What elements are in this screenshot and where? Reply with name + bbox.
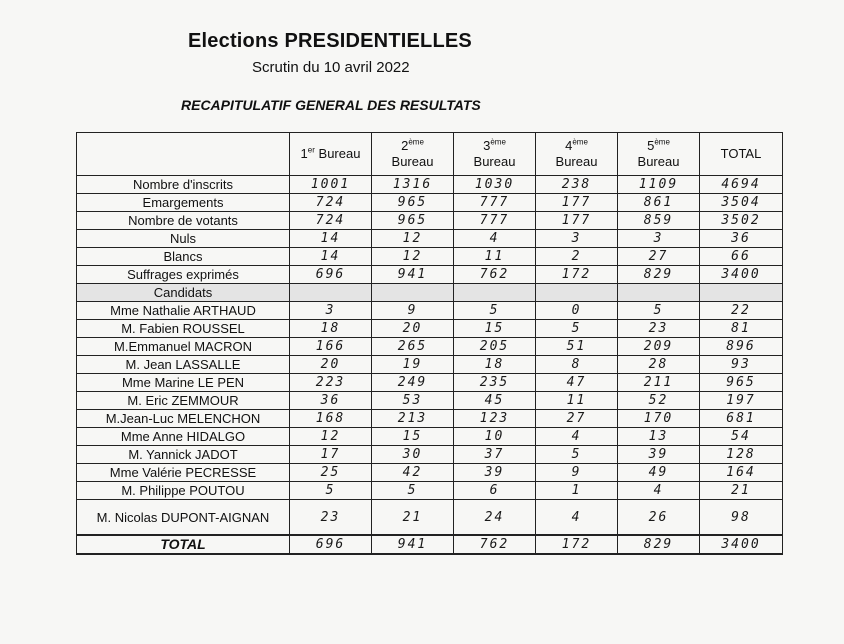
row-label: M. Jean LASSALLE — [77, 356, 290, 374]
candidate-row — [77, 302, 783, 320]
bureau-3-value: 762 — [454, 266, 536, 284]
total-value: 3400 — [700, 266, 783, 284]
bureau-5-value: 4 — [618, 482, 700, 500]
bureau-3-value: 1030 — [454, 176, 536, 194]
bureau-5-value: 829 — [618, 535, 700, 554]
bureau-2-value: 12 — [372, 230, 454, 248]
bureau-2-value: 30 — [372, 446, 454, 464]
bureau-5-value: 52 — [618, 392, 700, 410]
bureau-1-value: 23 — [290, 500, 372, 536]
total-value: 81 — [700, 320, 783, 338]
bureau-4-value: 172 — [536, 266, 618, 284]
bureau-4-value: 4 — [536, 428, 618, 446]
row-label: Mme Nathalie ARTHAUD — [77, 302, 290, 320]
bureau-3-value: 24 — [454, 500, 536, 536]
candidate-row — [77, 482, 783, 500]
total-value: 4694 — [700, 176, 783, 194]
bureau-4-value: 177 — [536, 212, 618, 230]
total-value: 22 — [700, 302, 783, 320]
bureau-4-value: 4 — [536, 500, 618, 536]
candidate-row — [77, 446, 783, 464]
bureau-1-value: 14 — [290, 230, 372, 248]
bureau-2-value: 5 — [372, 482, 454, 500]
bureau-3-value: 10 — [454, 428, 536, 446]
bureau-4-value: 238 — [536, 176, 618, 194]
column-header-bureau-1: 1er Bureau — [290, 133, 372, 176]
bureau-4-value: 51 — [536, 338, 618, 356]
bureau-3-value: 205 — [454, 338, 536, 356]
bureau-5-value: 170 — [618, 410, 700, 428]
column-header-bureau-5: 5ème Bureau — [618, 133, 700, 176]
row-label: Nombre de votants — [77, 212, 290, 230]
bureau-4-value: 1 — [536, 482, 618, 500]
stats-row — [77, 266, 783, 284]
corner-cell — [77, 133, 290, 176]
bureau-3-value: 235 — [454, 374, 536, 392]
row-label: M.Emmanuel MACRON — [77, 338, 290, 356]
candidate-row — [77, 392, 783, 410]
bureau-1-value: 168 — [290, 410, 372, 428]
total-row — [77, 535, 783, 554]
bureau-3-value: 5 — [454, 302, 536, 320]
section-blank-cell — [454, 284, 536, 302]
bureau-3-value: 11 — [454, 248, 536, 266]
bureau-2-value: 213 — [372, 410, 454, 428]
bureau-5-value: 209 — [618, 338, 700, 356]
bureau-3-value: 777 — [454, 212, 536, 230]
election-date: Scrutin du 10 avril 2022 — [252, 59, 410, 76]
row-label: TOTAL — [77, 535, 290, 554]
row-label: Mme Valérie PECRESSE — [77, 464, 290, 482]
bureau-2-value: 1316 — [372, 176, 454, 194]
row-label: Nuls — [77, 230, 290, 248]
total-value: 965 — [700, 374, 783, 392]
bureau-3-value: 18 — [454, 356, 536, 374]
bureau-5-value: 28 — [618, 356, 700, 374]
bureau-2-value: 20 — [372, 320, 454, 338]
total-value: 21 — [700, 482, 783, 500]
total-value: 3502 — [700, 212, 783, 230]
candidate-row — [77, 410, 783, 428]
bureau-1-value: 36 — [290, 392, 372, 410]
stats-row — [77, 176, 783, 194]
header-row — [77, 133, 783, 176]
bureau-5-value: 26 — [618, 500, 700, 536]
bureau-2-value: 941 — [372, 535, 454, 554]
total-value: 164 — [700, 464, 783, 482]
bureau-3-value: 777 — [454, 194, 536, 212]
bureau-2-value: 19 — [372, 356, 454, 374]
row-label: Mme Marine LE PEN — [77, 374, 290, 392]
section-blank-cell — [618, 284, 700, 302]
bureau-1-value: 17 — [290, 446, 372, 464]
bureau-3-value: 39 — [454, 464, 536, 482]
stats-row — [77, 230, 783, 248]
bureau-1-value: 696 — [290, 266, 372, 284]
bureau-4-value: 27 — [536, 410, 618, 428]
total-value: 197 — [700, 392, 783, 410]
bureau-2-value: 965 — [372, 194, 454, 212]
row-label: M.Jean-Luc MELENCHON — [77, 410, 290, 428]
bureau-3-value: 4 — [454, 230, 536, 248]
candidates-section-label: Candidats — [77, 284, 290, 302]
total-value: 93 — [700, 356, 783, 374]
candidate-row — [77, 428, 783, 446]
section-blank-cell — [372, 284, 454, 302]
bureau-5-value: 39 — [618, 446, 700, 464]
candidate-row — [77, 500, 783, 536]
candidate-row — [77, 320, 783, 338]
bureau-5-value: 13 — [618, 428, 700, 446]
bureau-5-value: 5 — [618, 302, 700, 320]
bureau-4-value: 5 — [536, 320, 618, 338]
candidate-row — [77, 464, 783, 482]
bureau-1-value: 696 — [290, 535, 372, 554]
row-label: Emargements — [77, 194, 290, 212]
bureau-1-value: 3 — [290, 302, 372, 320]
bureau-4-value: 8 — [536, 356, 618, 374]
column-header-total: TOTAL — [700, 133, 783, 176]
bureau-1-value: 724 — [290, 212, 372, 230]
bureau-2-value: 12 — [372, 248, 454, 266]
total-value: 54 — [700, 428, 783, 446]
row-label: M. Yannick JADOT — [77, 446, 290, 464]
bureau-3-value: 15 — [454, 320, 536, 338]
row-label: Nombre d'inscrits — [77, 176, 290, 194]
bureau-2-value: 965 — [372, 212, 454, 230]
section-heading: RECAPITULATIF GENERAL DES RESULTATS — [181, 97, 481, 113]
bureau-5-value: 211 — [618, 374, 700, 392]
bureau-5-value: 861 — [618, 194, 700, 212]
row-label: Suffrages exprimés — [77, 266, 290, 284]
bureau-5-value: 829 — [618, 266, 700, 284]
candidate-row — [77, 356, 783, 374]
row-label: Blancs — [77, 248, 290, 266]
bureau-5-value: 859 — [618, 212, 700, 230]
bureau-3-value: 6 — [454, 482, 536, 500]
column-header-bureau-2: 2ème Bureau — [372, 133, 454, 176]
bureau-4-value: 47 — [536, 374, 618, 392]
bureau-1-value: 223 — [290, 374, 372, 392]
bureau-4-value: 5 — [536, 446, 618, 464]
bureau-1-value: 12 — [290, 428, 372, 446]
total-value: 3504 — [700, 194, 783, 212]
bureau-2-value: 15 — [372, 428, 454, 446]
column-header-bureau-3: 3ème Bureau — [454, 133, 536, 176]
candidate-row — [77, 374, 783, 392]
bureau-3-value: 123 — [454, 410, 536, 428]
results-table — [76, 132, 783, 555]
bureau-5-value: 23 — [618, 320, 700, 338]
candidate-row — [77, 338, 783, 356]
bureau-5-value: 49 — [618, 464, 700, 482]
total-value: 896 — [700, 338, 783, 356]
bureau-4-value: 177 — [536, 194, 618, 212]
row-label: M. Nicolas DUPONT-AIGNAN — [77, 500, 290, 536]
total-value: 66 — [700, 248, 783, 266]
bureau-2-value: 941 — [372, 266, 454, 284]
section-blank-cell — [536, 284, 618, 302]
bureau-2-value: 249 — [372, 374, 454, 392]
row-label: M. Fabien ROUSSEL — [77, 320, 290, 338]
bureau-2-value: 9 — [372, 302, 454, 320]
bureau-4-value: 11 — [536, 392, 618, 410]
stats-row — [77, 248, 783, 266]
section-blank-cell — [700, 284, 783, 302]
bureau-1-value: 724 — [290, 194, 372, 212]
section-blank-cell — [290, 284, 372, 302]
column-header-bureau-4: 4ème Bureau — [536, 133, 618, 176]
stats-row — [77, 212, 783, 230]
row-label: Mme Anne HIDALGO — [77, 428, 290, 446]
total-value: 128 — [700, 446, 783, 464]
total-value: 681 — [700, 410, 783, 428]
bureau-4-value: 0 — [536, 302, 618, 320]
bureau-1-value: 20 — [290, 356, 372, 374]
bureau-2-value: 265 — [372, 338, 454, 356]
bureau-5-value: 27 — [618, 248, 700, 266]
bureau-1-value: 14 — [290, 248, 372, 266]
bureau-1-value: 1001 — [290, 176, 372, 194]
bureau-2-value: 42 — [372, 464, 454, 482]
total-value: 3400 — [700, 535, 783, 554]
bureau-3-value: 762 — [454, 535, 536, 554]
candidates-section-row — [77, 284, 783, 302]
bureau-5-value: 3 — [618, 230, 700, 248]
bureau-1-value: 5 — [290, 482, 372, 500]
total-value: 36 — [700, 230, 783, 248]
bureau-2-value: 53 — [372, 392, 454, 410]
row-label: M. Eric ZEMMOUR — [77, 392, 290, 410]
bureau-4-value: 172 — [536, 535, 618, 554]
bureau-1-value: 166 — [290, 338, 372, 356]
bureau-3-value: 45 — [454, 392, 536, 410]
bureau-2-value: 21 — [372, 500, 454, 536]
bureau-4-value: 9 — [536, 464, 618, 482]
row-label: M. Philippe POUTOU — [77, 482, 290, 500]
bureau-1-value: 25 — [290, 464, 372, 482]
total-value: 98 — [700, 500, 783, 536]
bureau-4-value: 2 — [536, 248, 618, 266]
stats-row — [77, 194, 783, 212]
document-title: Elections PRESIDENTIELLES — [188, 30, 472, 52]
bureau-4-value: 3 — [536, 230, 618, 248]
bureau-1-value: 18 — [290, 320, 372, 338]
bureau-3-value: 37 — [454, 446, 536, 464]
bureau-5-value: 1109 — [618, 176, 700, 194]
